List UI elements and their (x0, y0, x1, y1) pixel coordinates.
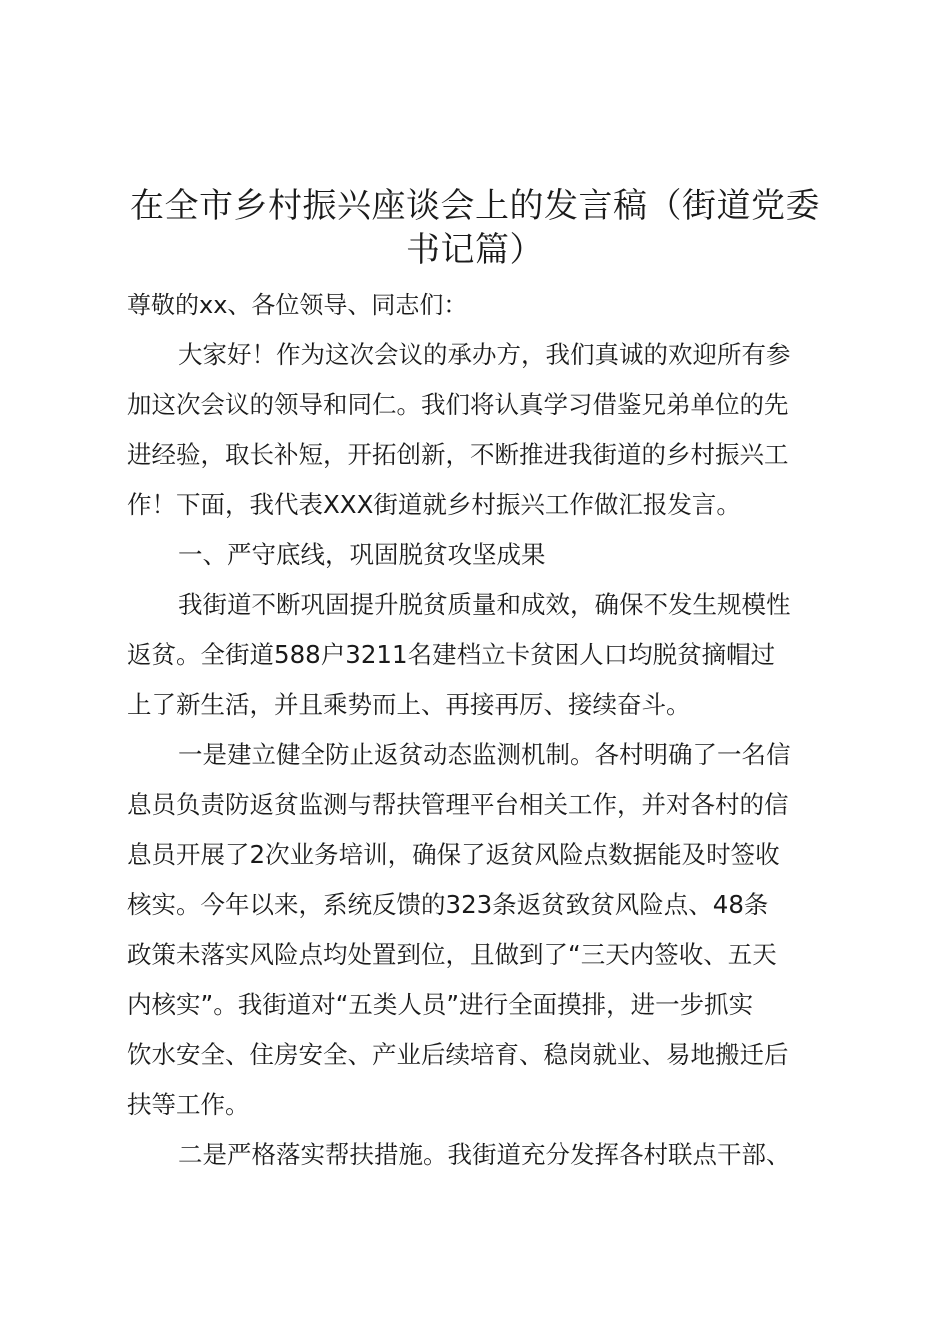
paragraph-line: 二是严格落实帮扶措施。我街道充分发挥各村联点干部、 (178, 1140, 791, 1169)
paragraph-line: 加这次会议的领导和同仁。我们将认真学习借鉴兄弟单位的先 (127, 390, 789, 419)
paragraph-line: 政策未落实风险点均处置到位，且做到了“三天内签收、五天 (127, 940, 777, 969)
document-title-line2: 书记篇） (406, 230, 544, 270)
paragraph-line: 进经验，取长补短，开拓创新，不断推进我街道的乡村振兴工 (127, 440, 789, 469)
paragraph-line: 一是建立健全防止返贫动态监测机制。各村明确了一名信 (178, 740, 791, 769)
document-title-line1: 在全市乡村振兴座谈会上的发言稿（街道党委 (130, 186, 820, 226)
paragraph-line: 上了新生活，并且乘势而上、再接再厉、接续奋斗。 (127, 690, 691, 719)
paragraph-line: 返贫。全街道588户3211名建档立卡贫困人口均脱贫摘帽过 (127, 640, 776, 669)
paragraph-line: 息员开展了2次业务培训，确保了返贫风险点数据能及时签收 (127, 840, 780, 869)
paragraph-line: 息员负责防返贫监测与帮扶管理平台相关工作，并对各村的信 (127, 790, 789, 819)
paragraph-line: 我街道不断巩固提升脱贫质量和成效，确保不发生规模性 (178, 590, 791, 619)
salutation: 尊敬的xx、各位领导、同志们： (127, 291, 468, 319)
paragraph-line: 作！下面，我代表XXX街道就乡村振兴工作做汇报发言。 (127, 490, 741, 519)
paragraph-line: 内核实”。我街道对“五类人员”进行全面摸排，进一步抓实 (127, 990, 754, 1019)
paragraph-line: 核实。今年以来，系统反馈的323条返贫致贫风险点、48条 (127, 890, 769, 919)
section-heading: 一、严守底线，巩固脱贫攻坚成果 (178, 540, 546, 569)
paragraph-line: 大家好！作为这次会议的承办方，我们真诚的欢迎所有参 (178, 340, 791, 369)
paragraph-line: 饮水安全、住房安全、产业后续培育、稳岗就业、易地搬迁后 (127, 1040, 789, 1069)
paragraph-line: 扶等工作。 (127, 1090, 250, 1119)
